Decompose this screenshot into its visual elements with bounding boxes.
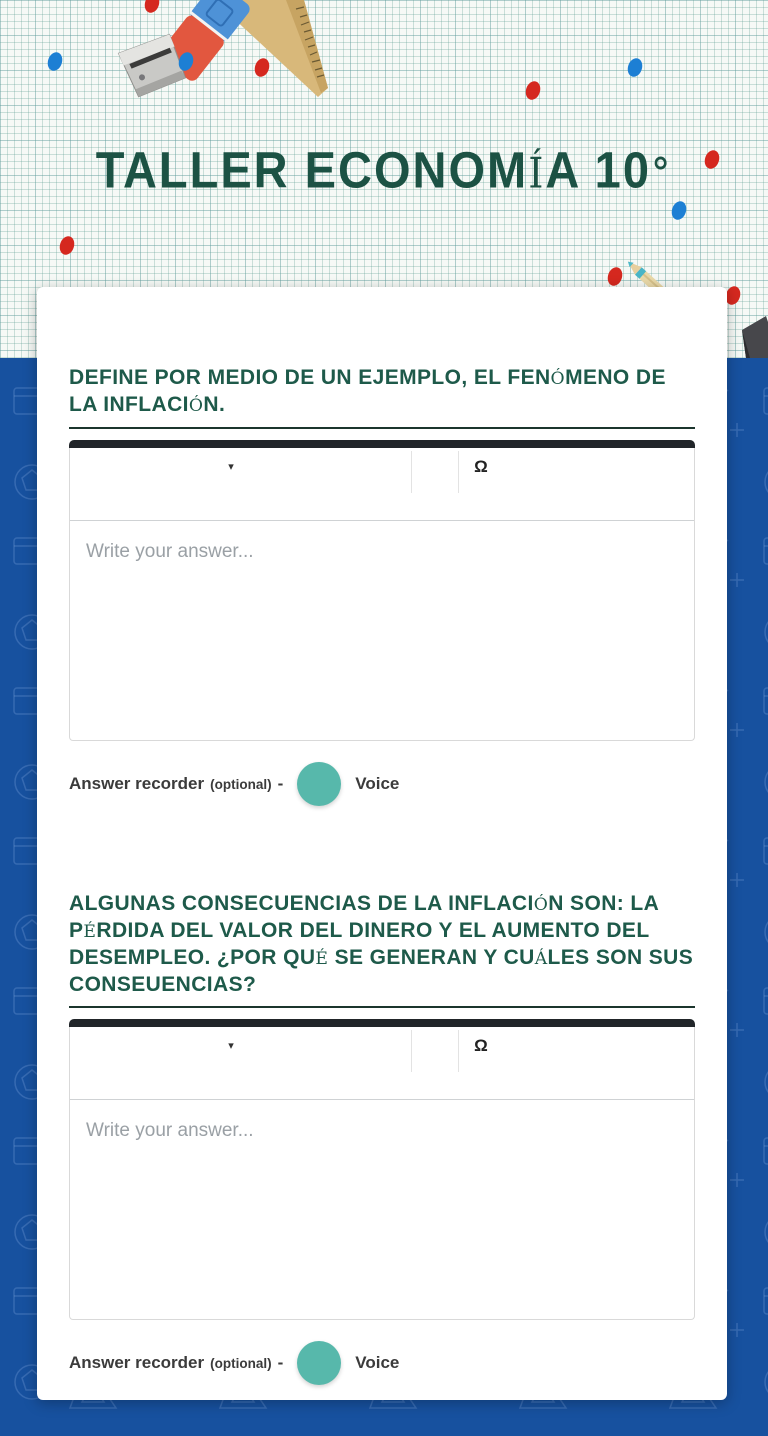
voice-record-button[interactable]	[297, 1341, 341, 1385]
worksheet-card	[37, 287, 727, 1400]
confetti-dot	[57, 234, 76, 256]
editor-body	[69, 448, 695, 741]
confetti-dot	[669, 199, 688, 221]
editor-toolbar	[70, 448, 694, 520]
question-block-2	[69, 891, 695, 1385]
question-1-editor	[69, 440, 695, 741]
confetti-dot	[45, 50, 64, 72]
dark-pencil-icon	[742, 316, 768, 358]
recorder-dash: -	[277, 774, 284, 793]
confetti-dot	[625, 56, 644, 78]
editor-top-bar	[69, 1019, 695, 1027]
eraser-icon	[157, 0, 252, 84]
recorder-dash: -	[277, 1353, 284, 1372]
optional-note: (optional)	[210, 776, 272, 792]
toolbar-divider	[458, 451, 459, 493]
font-dropdown-caret-icon[interactable]: ▾	[220, 456, 242, 478]
voice-label: Voice	[355, 1353, 400, 1372]
answer-area	[70, 1099, 694, 1319]
question-1-underline	[69, 427, 695, 429]
font-dropdown-caret-icon[interactable]: ▾	[220, 1035, 242, 1057]
voice-label: Voice	[355, 774, 400, 793]
voice-record-button[interactable]	[297, 762, 341, 806]
confetti-dot	[523, 79, 542, 101]
toolbar-divider	[411, 451, 412, 493]
answer-recorder-label: Answer recorder	[69, 774, 205, 793]
answer-recorder-label: Answer recorder	[69, 1353, 205, 1372]
editor-toolbar	[70, 1027, 694, 1099]
question-2-editor	[69, 1019, 695, 1320]
answer-input-1[interactable]	[70, 521, 694, 740]
page-title: TALLER ECONOMÍA 10°	[95, 140, 673, 199]
confetti-dot	[142, 0, 161, 15]
answer-recorder-row	[69, 1341, 695, 1385]
optional-note: (optional)	[210, 1355, 272, 1371]
answer-input-2[interactable]	[70, 1100, 694, 1319]
answer-recorder-row	[69, 762, 695, 806]
toolbar-divider	[458, 1030, 459, 1072]
answer-area	[70, 520, 694, 740]
special-characters-omega-icon[interactable]: Ω	[468, 454, 494, 480]
question-2-title: ALGUNAS CONSECUENCIAS DE LA INFLACIÓN SON: LA PÉRDIDA DEL VALOR DEL DINERO Y EL AUMENTO DEL DESEMPLEO. ¿POR QUÉ SE GENERAN Y CUÁLES SON SUS CONSEUENCIAS?	[69, 892, 694, 996]
confetti-dot	[605, 265, 624, 287]
question-2-underline	[69, 1006, 695, 1008]
confetti-dot	[176, 50, 195, 72]
confetti-dot	[252, 56, 271, 78]
editor-body	[69, 1027, 695, 1320]
sharpener-icon	[117, 33, 187, 99]
editor-top-bar	[69, 440, 695, 448]
toolbar-divider	[411, 1030, 412, 1072]
special-characters-omega-icon[interactable]: Ω	[468, 1033, 494, 1059]
question-1-title: DEFINE POR MEDIO DE UN EJEMPLO, EL FENÓMENO DE LA INFLACIÓN.	[69, 366, 666, 416]
question-block-1	[69, 365, 695, 806]
ruler-icon	[214, 0, 328, 97]
